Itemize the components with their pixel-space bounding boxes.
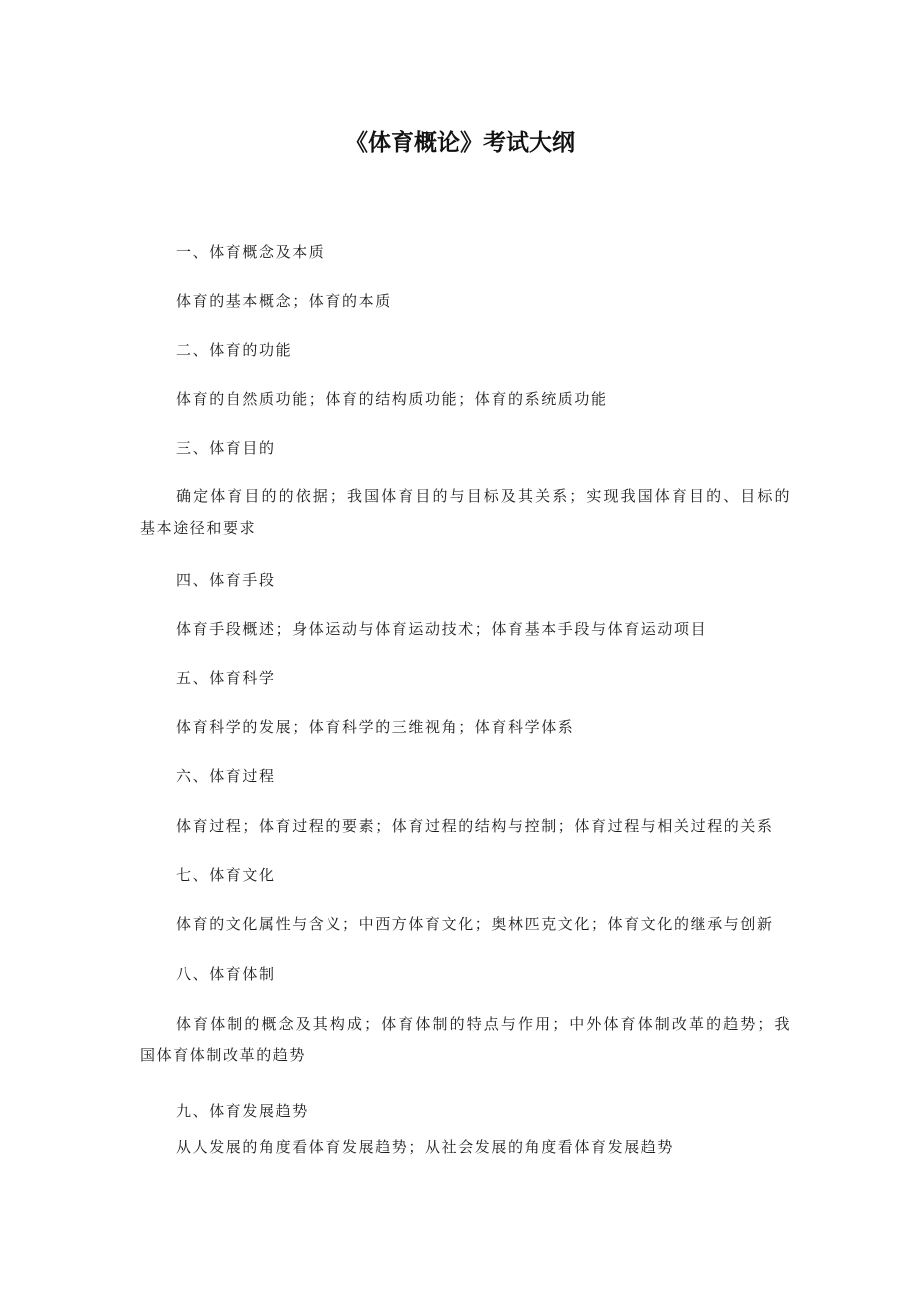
section-content-6: 体育过程；体育过程的要素；体育过程的结构与控制；体育过程与相关过程的关系 <box>176 817 774 835</box>
section-heading-9: 九、体育发展趋势 <box>176 1102 309 1120</box>
section-heading-6: 六、体育过程 <box>176 767 276 785</box>
section-content-2: 体育的自然质功能；体育的结构质功能；体育的系统质功能 <box>176 390 608 408</box>
section-content-5: 体育科学的发展；体育科学的三维视角；体育科学体系 <box>176 718 575 736</box>
section-heading-7: 七、体育文化 <box>176 866 276 884</box>
section-content-7: 体育的文化属性与含义；中西方体育文化；奥林匹克文化；体育文化的继承与创新 <box>176 915 774 933</box>
page-title: 《体育概论》考试大纲 <box>345 130 575 156</box>
section-content-3-line-1: 确定体育目的的依据；我国体育目的与目标及其关系；实现我国体育目的、目标的 <box>176 487 792 505</box>
section-heading-5: 五、体育科学 <box>176 669 276 687</box>
section-content-8-line-2: 国体育体制改革的趋势 <box>140 1046 307 1064</box>
section-content-8-line-1: 体育体制的概念及其构成；体育体制的特点与作用；中外体育体制改革的趋势；我 <box>176 1015 792 1033</box>
section-content-9: 从人发展的角度看体育发展趋势；从社会发展的角度看体育发展趋势 <box>176 1138 675 1156</box>
section-heading-1: 一、体育概念及本质 <box>176 243 326 261</box>
section-heading-3: 三、体育目的 <box>176 439 276 457</box>
section-content-3-line-2: 基本途径和要求 <box>140 519 257 537</box>
section-heading-4: 四、体育手段 <box>176 571 276 589</box>
section-heading-2: 二、体育的功能 <box>176 341 293 359</box>
section-heading-8: 八、体育体制 <box>176 965 276 983</box>
section-content-1: 体育的基本概念；体育的本质 <box>176 292 392 310</box>
section-content-4: 体育手段概述；身体运动与体育运动技术；体育基本手段与体育运动项目 <box>176 620 708 638</box>
